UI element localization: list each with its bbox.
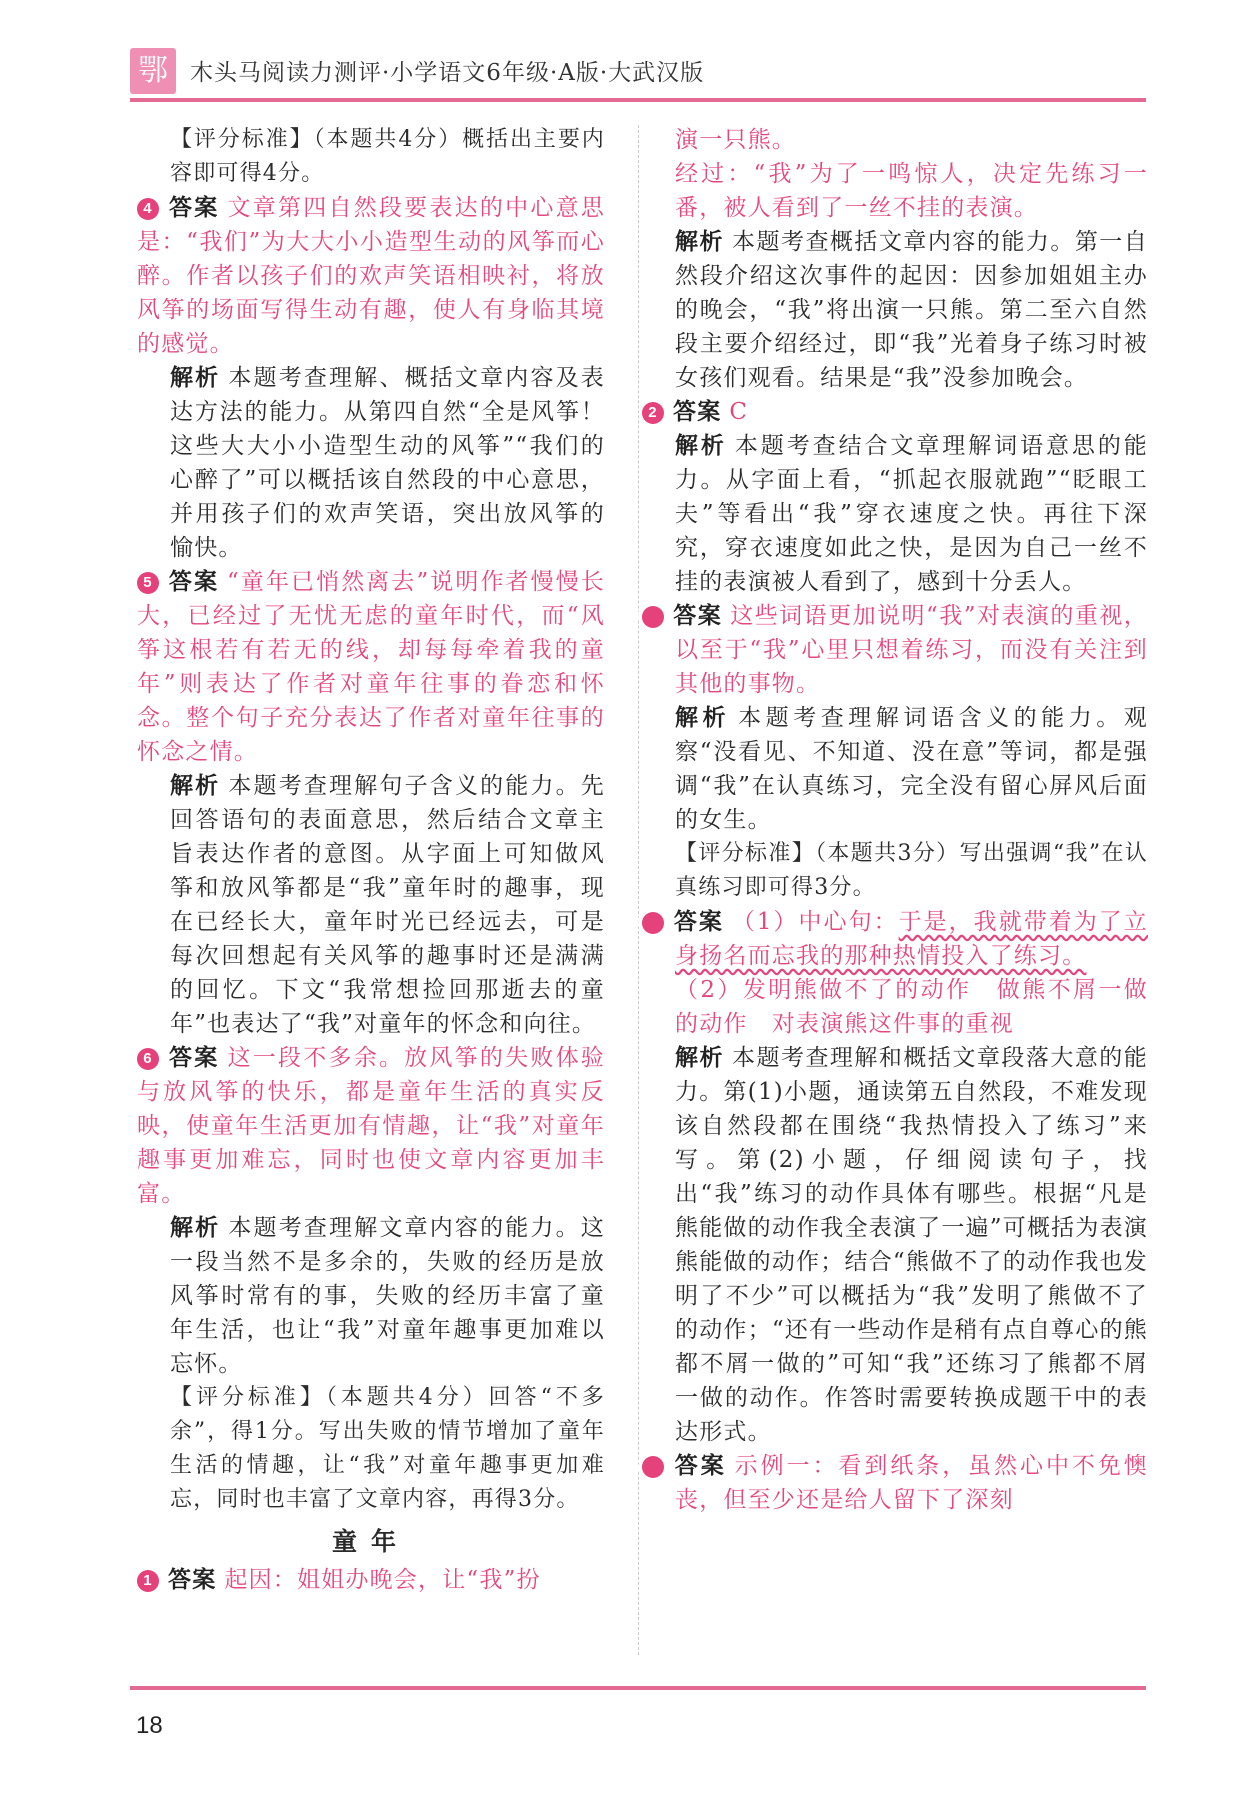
answer-continued: 演一只熊。 [675, 127, 796, 153]
analysis-label: 解析 [170, 364, 221, 391]
question-6-analysis [137, 1211, 605, 1381]
answer-text: 示例一：看到纸条，虽然心中不免懊丧，但至少还是给人留下了深刻 [675, 1453, 1148, 1513]
analysis-text: 本题考查理解句子含义的能力。先回答语句的表面意思，然后结合文章主旨表达作者的意图。从字面上可知做风筝和放风筝都是“我”童年时的趣事，现在已经长大，童年时光已经远去，可是每次回想起有关风筝的趣事时还是满满的回忆。下文“我常想捡回那逝去的童年”也表达了“我”对童年的怀念和向往。 [170, 773, 606, 1037]
question-4-analysis [137, 361, 605, 565]
answer-text: 文章第四自然段要表达的中心意思是：“我们”为大大小小造型生动的风筝而心醉。作者以孩子们的欢声笑语相映衬，将放风筝的场面写得生动有趣，使人有身临其境的感觉。 [137, 195, 606, 357]
question-5-answer [137, 565, 605, 769]
analysis-label: 解析 [170, 772, 221, 799]
question-4-answer [137, 191, 605, 361]
answer-central-sentence: 于是，我就带着为了立身扬名而忘我的那种热情投入了练习。 [675, 909, 1148, 969]
analysis-text: 本题考查理解、概括文章内容及表达方法的能力。从第四自然“全是风筝！这些大大小小造型生动的风筝”“我们的心醉了”可以概括该自然段的中心意思，并用孩子们的欢声笑语，突出放风筝的愉快。 [170, 365, 606, 561]
question-4-answer [631, 905, 1148, 973]
answer-prefix: （1）中心句： [731, 909, 899, 935]
answer-label: 答案 [168, 1566, 217, 1593]
answer-text: “童年已悄然离去”说明作者慢慢长大，已经过了无忧无虑的童年时代，而“风筝这根若有若无的线，却每每牵着我的童年”则表达了作者对童年往事的眷恋和怀念。整个句子充分表达了作者对童年往事的怀念之情。 [137, 569, 605, 765]
answer-label: 答案 [168, 194, 220, 221]
answer-label: 答案 [673, 908, 724, 935]
answer-part-2: （2）发明熊做不了的动作 做熊不屑一做的动作 对表演熊这件事的重视 [675, 977, 1148, 1037]
question-number: 1 [137, 1570, 159, 1592]
question-1-analysis [675, 225, 1148, 395]
analysis-text: 本题考查理解词语含义的能力。观察“没看见、不知道、没在意”等词，都是强调“我”在认真练习，完全没有留心屏风后面的女生。 [675, 705, 1149, 833]
answer-label: 答案 [673, 602, 723, 629]
analysis-label: 解析 [675, 704, 731, 731]
question-2-answer [642, 395, 1148, 429]
region-badge: 鄂 [130, 48, 176, 94]
question-3-answer [631, 599, 1148, 701]
question-number: 5 [642, 1456, 664, 1478]
analysis-label: 解析 [170, 1214, 221, 1241]
question-6-answer [137, 1041, 605, 1211]
answer-text: C [729, 399, 749, 425]
answer-label: 答案 [673, 1452, 727, 1479]
analysis-text: 本题考查结合文章理解词语意思的能力。从字面上看，“抓起衣服就跑”“眨眼工夫”等看出“我”穿衣速度之快。再往下深究，穿衣速度如此之快，是因为自己一丝不挂的表演被人看到了，感到十分丢人。 [675, 433, 1148, 595]
analysis-text: 本题考查理解和概括文章段落大意的能力。第(1)小题，通读第五自然段，不难发现该自然段都在围绕“我热情投入了练习”来写。第(2)小题，仔细阅读句子，找出“我”练习的动作具体有哪些。根据“凡是熊能做的动作我全表演了一遍”可概括为表演熊能做的动作；结合“熊做不了的动作我也发明了不少”可以概括为“我”发明了熊做不了的动作；“还有一些动作是稍有点自尊心的熊都不屑一做的”可知“我”还练习了熊都不屑一做的动作。作答时需要转换成题干中的表达形式。 [675, 1045, 1148, 1445]
scoring-standard: 【评分标准】（本题共4分）回答“不多余”，得1分。写出失败的情节增加了童年生活的情趣，让“我”对童年趣事更加难忘，同时也丰富了文章内容，再得3分。 [170, 1385, 605, 1512]
scoring-standard: 【评分标准】（本题共3分）写出强调“我”在认真练习即可得3分。 [675, 841, 1148, 900]
answer-process: 经过：“我”为了一鸣惊人，决定先练习一番，被人看到了一丝不挂的表演。 [675, 161, 1148, 221]
question-2-analysis [675, 429, 1148, 599]
question-5-analysis [137, 769, 605, 1041]
analysis-text: 本题考查概括文章内容的能力。第一自然段介绍这次事件的起因：因参加姐姐主办的晚会，“我”将出演一只熊。第二至六自然段主要介绍经过，即“我”光着身子练习时被女孩们观看。结果是“我”没参加晚会。 [675, 229, 1148, 391]
analysis-text: 本题考查理解文章内容的能力。这一段当然不是多余的，失败的经历是放风筝时常有的事，失败的经历丰富了童年生活，也让“我”对童年趣事更加难以忘怀。 [170, 1215, 606, 1377]
question-5-answer [631, 1449, 1148, 1517]
answer-label: 答案 [673, 398, 722, 425]
book-title: 木头马阅读力测评·小学语文6年级·A版·大武汉版 [190, 60, 705, 86]
answer-label: 答案 [168, 1044, 220, 1071]
question-number: 4 [137, 198, 159, 220]
header-rule [130, 98, 1146, 102]
answer-text: 这一段不多余。放风筝的失败体验与放风筝的快乐，都是童年生活的真实反映，使童年生活更加有情趣，让“我”对童年趣事更加难忘，同时也使文章内容更加丰富。 [137, 1045, 606, 1207]
scoring-standard: 【评分标准】（本题共4分）概括出主要内容即可得4分。 [170, 127, 605, 186]
question-number: 4 [642, 912, 664, 934]
question-3-analysis [675, 701, 1148, 837]
analysis-label: 解析 [675, 228, 724, 255]
question-number: 5 [137, 572, 159, 594]
left-column [137, 123, 605, 1597]
answer-text: 起因：姐姐办晚会，让“我”扮 [224, 1567, 541, 1593]
footer-rule [130, 1686, 1146, 1690]
analysis-label: 解析 [675, 432, 727, 459]
answer-label: 答案 [168, 568, 220, 595]
analysis-label: 解析 [675, 1044, 724, 1071]
page-header [130, 48, 1146, 100]
right-column [631, 123, 1149, 1517]
question-4-analysis [675, 1041, 1148, 1449]
question-number: 6 [137, 1048, 159, 1070]
page-number: 18 [136, 1712, 163, 1739]
answer-text: 这些词语更加说明“我”对表演的重视，以至于“我”心里只想着练习，而没有关注到其他的事物。 [675, 603, 1148, 697]
column-divider [638, 125, 639, 1655]
question-1-answer [137, 1563, 605, 1597]
question-number: 3 [642, 606, 664, 628]
question-number: 2 [642, 402, 664, 424]
article-title: 童年 [331, 1527, 410, 1556]
